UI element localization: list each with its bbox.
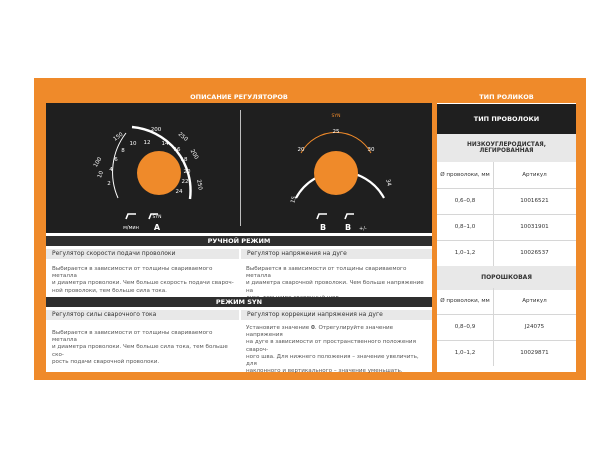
roller-types-title: ТИП РОЛИКОВ	[437, 92, 576, 103]
dial-a-label-12: 12	[143, 140, 151, 146]
dial-a-outer-150: 150	[112, 131, 125, 143]
manual-col2-header: Регулятор напряжения на дуге	[241, 249, 432, 259]
g1-line-2	[437, 214, 576, 215]
wire-type-header: ТИП ПРОВОЛОКИ	[437, 104, 576, 134]
dial-b-letter-syn: B	[344, 223, 352, 232]
dial-b-letter: B	[319, 223, 327, 232]
group2-row1-art: J24075	[524, 324, 545, 330]
manual-col1-text: Выбирается в зависимости от толщины свариваемого металла и диаметра проволоки. Чем больше скорость подачи свароч- ной проволоки, тем больше сила тока.	[52, 266, 234, 294]
syn-col1-text: Выбирается в зависимости от толщины свариваемого металла и диаметра проволоки. Чем больше сила тока, тем больше ско- рость подачи сварочной проволоки.	[52, 330, 228, 365]
dial-a-label-10a: 10	[97, 170, 106, 179]
group1-row1-art: 10016521	[520, 198, 549, 204]
dial-b-plusminus: +/-	[359, 226, 367, 232]
manual-col2-text: Выбирается в зависимости от толщины свариваемого металла и диаметра сварочной проволоки. Чем больше напряжение на	[246, 266, 424, 294]
dial-a-label-10: 10	[129, 141, 137, 147]
dial-a-label-8: 8	[121, 148, 125, 154]
dial-a-label-18: 18	[180, 157, 188, 163]
dial-b-knob[interactable]	[314, 151, 358, 195]
group1-row2-art: 10031901	[520, 224, 549, 230]
syn-voltage-icon	[345, 214, 354, 219]
dial-a-label-6: 6	[114, 157, 118, 163]
dial-a-outer-200: 200	[150, 127, 162, 133]
wire-speed-unit: м/мин	[123, 225, 139, 231]
dial-b-label-20: 20	[297, 147, 305, 153]
dial-a-outer-100: 100	[92, 156, 104, 169]
group1-row3-dia: 1,0–1,2	[454, 250, 476, 256]
dial-b-label-15: 15	[290, 195, 298, 204]
dial-a-inner-arc	[113, 133, 126, 198]
group2-row2-art: 10029871	[520, 350, 549, 356]
dial-b-syn-top: SYN	[331, 114, 341, 119]
dial-a-label-22: 22	[181, 179, 189, 185]
dial-a-outer-250b: 250	[195, 179, 203, 191]
dial-a-label-16: 16	[173, 147, 181, 153]
syn-col2-header: Регулятор коррекции напряжения на дуге	[241, 310, 432, 320]
manual-col1-header: Регулятор скорости подачи проволоки	[46, 249, 239, 259]
group1-row2-dia: 0,8–1,0	[454, 224, 476, 230]
dial-a-letter: A	[153, 223, 161, 232]
group2-row2-dia: 1,0–1,2	[454, 350, 476, 356]
dial-a-syn-label: SYN	[152, 215, 162, 220]
manual-mode-bar: РУЧНОЙ РЕЖИМ	[46, 236, 432, 246]
dial-a-label-14: 14	[161, 141, 169, 147]
syn-mode-bar: РЕЖИМ SYN	[46, 297, 432, 307]
syn-col2-text: Установите значение 0. Отрегулируйте значение напряжения на дуге в зависимости от пространственного положения свароч- ного шва. Для нижнего положения – значение увеличить, для наклонного и вертикального – значение уменьшать.	[246, 325, 419, 375]
g1-vline	[493, 162, 494, 266]
dial-b-label-34: 34	[384, 178, 392, 187]
dial-a-knob[interactable]	[137, 151, 181, 195]
dial-a-outer-250: 250	[176, 131, 189, 143]
regulators-title: ОПИСАНИЕ РЕГУЛЯТОРОВ	[46, 92, 432, 103]
dial-b-syn-arc	[301, 132, 371, 153]
g1-line-3	[437, 240, 576, 241]
group1-name: НИЗКОУГЛЕРОДИСТАЯ, ЛЕГИРОВАННАЯ	[437, 134, 576, 162]
voltage-icon	[317, 214, 327, 219]
dial-a-outer-200b: 200	[188, 148, 200, 161]
dial-a-label-24: 24	[175, 189, 183, 195]
g2-line-1	[437, 314, 576, 315]
group2-col1-head: Ø проволоки, мм	[440, 298, 490, 304]
g2-line-2	[437, 340, 576, 341]
wire-feed-icon	[126, 214, 136, 219]
dial-a-label-20: 20	[183, 169, 191, 175]
group1-col2-head: Артикул	[522, 172, 547, 178]
g2-vline	[493, 288, 494, 366]
dial-b-label-30: 30	[367, 147, 375, 153]
g1-line-1	[437, 188, 576, 189]
dial-b-label-25: 25	[332, 129, 340, 135]
dial-a-label-2: 2	[107, 181, 111, 187]
dial-b-graphic	[241, 103, 432, 233]
group2-row1-dia: 0,8–0,9	[454, 324, 476, 330]
group1-col1-head: Ø проволоки, мм	[440, 172, 490, 178]
group1-row3-art: 10026537	[520, 250, 549, 256]
syn-col1-header: Регулятор силы сварочного тока	[46, 310, 239, 320]
group2-name: ПОРОШКОВАЯ	[437, 266, 576, 290]
dial-a-label-4: 4	[109, 167, 113, 173]
dial-a-graphic	[46, 103, 240, 233]
group2-col2-head: Артикул	[522, 298, 547, 304]
group1-row1-dia: 0,6–0,8	[454, 198, 476, 204]
